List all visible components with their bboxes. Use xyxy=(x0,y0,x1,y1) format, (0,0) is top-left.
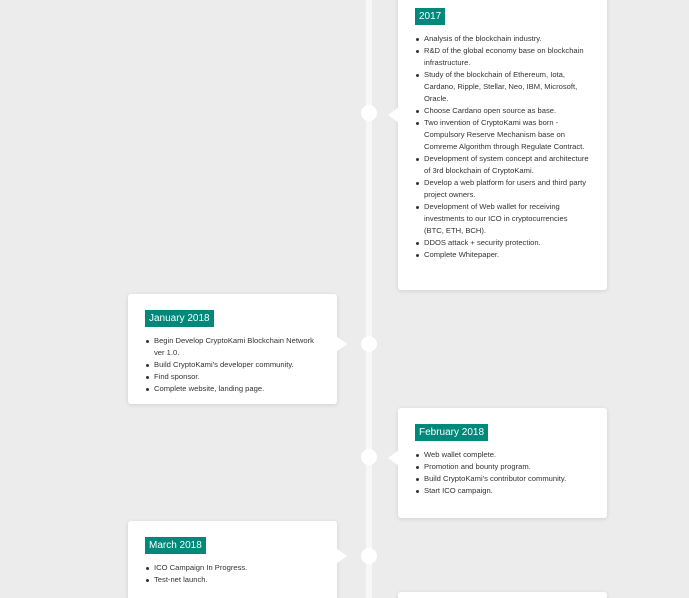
milestone-list xyxy=(416,449,589,497)
period-badge: 2017 xyxy=(415,8,445,25)
list-item: Development of Web wallet for receiving investments to our ICO in cryptocurrencies (BTC, ETH, BCH). xyxy=(416,201,589,237)
list-item: Development of system concept and architecture of 3rd blockchain of CryptoKami. xyxy=(416,153,589,177)
milestone-list xyxy=(146,562,319,586)
timeline-card-next xyxy=(398,592,607,598)
list-item: Find sponsor. xyxy=(146,371,319,383)
list-item: Promotion and bounty program. xyxy=(416,461,589,473)
timeline-card-february-2018 xyxy=(398,408,607,518)
period-badge: March 2018 xyxy=(145,537,206,554)
list-item: Choose Cardano open source as base. xyxy=(416,105,589,117)
list-item: Begin Develop CryptoKami Blockchain Network ver 1.0. xyxy=(146,335,319,359)
milestone-list xyxy=(416,33,589,261)
timeline-node xyxy=(361,336,377,352)
timeline-node xyxy=(361,548,377,564)
list-item: Test-net launch. xyxy=(146,574,319,586)
list-item: Build CryptoKami's contributor community. xyxy=(416,473,589,485)
list-item: Study of the blockchain of Ethereum, Iota, Cardano, Ripple, Stellar, Neo, IBM, Microsoft, Oracle. xyxy=(416,69,589,105)
list-item: Complete website, landing page. xyxy=(146,383,319,395)
list-item: ICO Campaign In Progress. xyxy=(146,562,319,574)
list-item: Two invention of CryptoKami was born - Compulsory Reserve Mechanism base on Comreme Algorithm through Regulate Contract. xyxy=(416,117,589,153)
list-item: Web wallet complete. xyxy=(416,449,589,461)
timeline-card-march-2018 xyxy=(128,521,337,598)
card-pointer xyxy=(336,548,347,564)
period-badge: January 2018 xyxy=(145,310,214,327)
timeline-node xyxy=(361,449,377,465)
list-item: Develop a web platform for users and third party project owners. xyxy=(416,177,589,201)
list-item: Analysis of the blockchain industry. xyxy=(416,33,589,45)
list-item: Build CryptoKami's developer community. xyxy=(146,359,319,371)
period-badge: February 2018 xyxy=(415,424,488,441)
list-item: Start ICO campaign. xyxy=(416,485,589,497)
card-pointer xyxy=(336,336,347,352)
timeline-card-2017 xyxy=(398,0,607,290)
card-pointer xyxy=(388,450,399,466)
timeline-line xyxy=(366,0,372,598)
card-pointer xyxy=(388,107,399,123)
timeline-card-january-2018 xyxy=(128,294,337,404)
timeline-node xyxy=(361,105,377,121)
milestone-list xyxy=(146,335,319,395)
list-item: R&D of the global economy base on blockchain infrastructure. xyxy=(416,45,589,69)
list-item: Complete Whitepaper. xyxy=(416,249,589,261)
list-item: DDOS attack + security protection. xyxy=(416,237,589,249)
